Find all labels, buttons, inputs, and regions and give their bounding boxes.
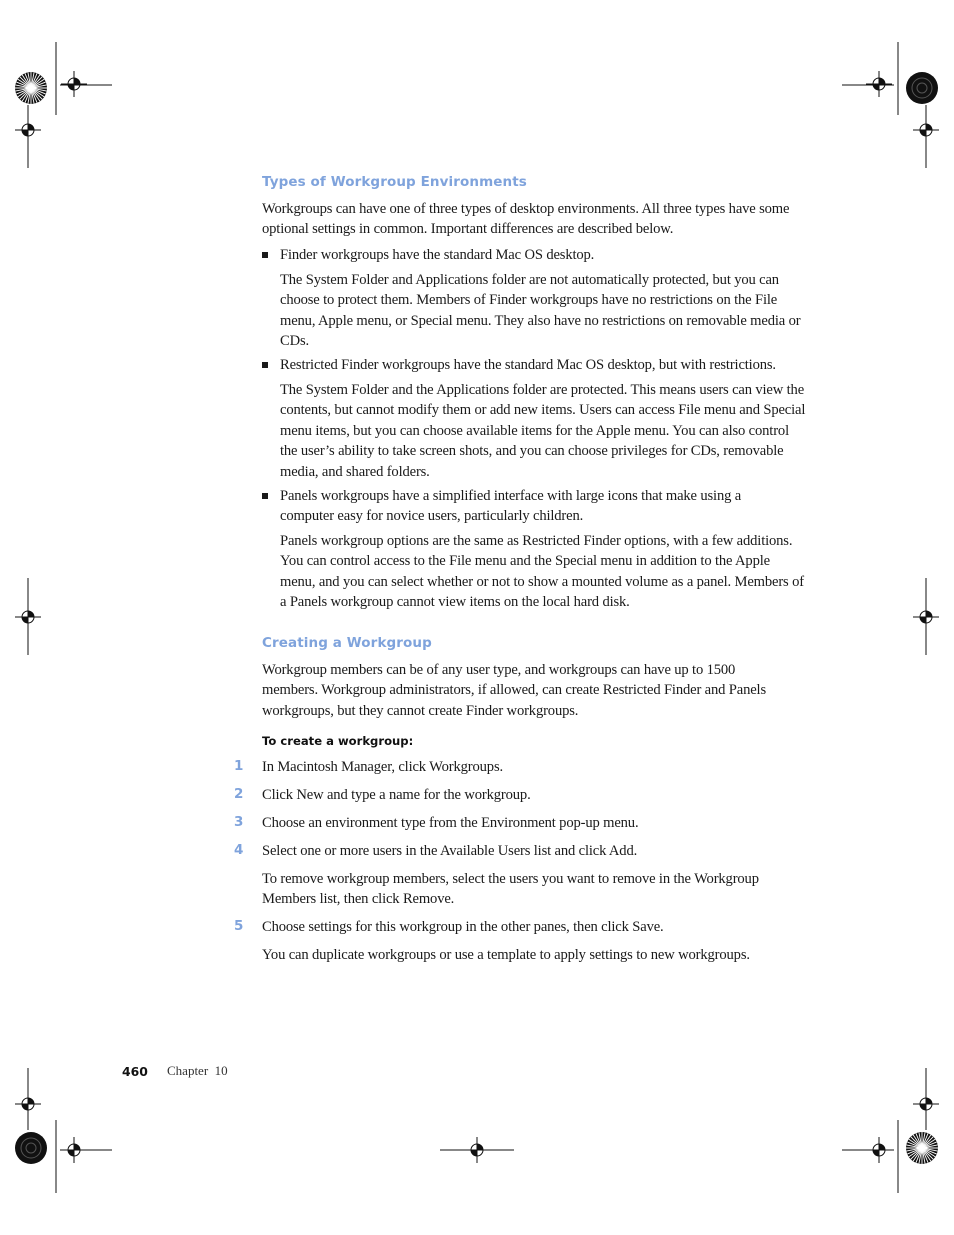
crosshair-icon (866, 1137, 892, 1163)
bullet-detail: The System Folder and Applications folder are not automatically protected, but you can choose to protect them. Members of Finder workgroups have no restrictions on the File menu, Apple menu, or Special menu. They also have no restrictions on removable media or CDs. (280, 272, 801, 350)
bullet-square-icon (262, 493, 268, 499)
section-heading: Creating a Workgroup (262, 635, 432, 651)
registration-target-icon (906, 72, 938, 104)
step-text: Select one or more users in the Available Users list and click Add. (262, 843, 638, 859)
bullet-square-icon (262, 362, 268, 368)
registration-sunburst-icon (15, 72, 47, 104)
step-item (0, 785, 820, 806)
bullet-text: Finder workgroups have the standard Mac OS desktop. (280, 247, 595, 263)
step-note: To remove workgroup members, select the users you want to remove in the Workgroup Members list, then click Remove. (262, 871, 759, 908)
step-text: Choose settings for this workgroup in the other panes, then click Save. (262, 919, 664, 935)
crosshair-icon (15, 117, 41, 143)
step-text: Choose an environment type from the Environment pop-up menu. (262, 815, 639, 831)
crosshair-icon (61, 1137, 87, 1163)
bullet-item (262, 245, 807, 265)
crosshair-icon (464, 1137, 490, 1163)
step-number: 1 (234, 758, 244, 774)
crosshair-icon (15, 1091, 41, 1117)
step-number: 4 (234, 842, 244, 858)
step-item (0, 813, 820, 834)
crosshair-icon (913, 604, 939, 630)
registration-sunburst-icon (906, 1132, 938, 1164)
bullet-item (262, 355, 807, 375)
step-number: 3 (234, 814, 244, 830)
task-title: To create a workgroup: (262, 734, 414, 748)
bullet-text: Panels workgroups have a simplified interface with large icons that make using a computer easy for novice users, particularly children. (280, 488, 742, 525)
bullet-detail: The System Folder and the Applications folder are protected. This means users can view the contents, but cannot modify them or add new items. Users can access File menu and Special menu items, but you can choose available items for the Apple menu. You can also control the user’s ability to take screen shots, and you can choose privileges for CDs, removable media, and shared folders. (280, 382, 806, 480)
step-item (0, 841, 820, 862)
step-text: In Macintosh Manager, click Workgroups. (262, 759, 503, 775)
registration-target-icon (15, 1132, 47, 1164)
page-number: 460 (122, 1064, 148, 1079)
step-number: 2 (234, 786, 244, 802)
step-text: Click New and type a name for the workgroup. (262, 787, 531, 803)
step-number: 5 (234, 918, 244, 934)
bullet-item (262, 486, 807, 527)
crosshair-icon (913, 1091, 939, 1117)
section-heading: Types of Workgroup Environments (262, 174, 527, 190)
crosshair-icon (15, 604, 41, 630)
step-item (0, 917, 820, 938)
crosshair-icon (866, 71, 892, 97)
closing-paragraph: You can duplicate workgroups or use a template to apply settings to new workgroups. (262, 947, 750, 963)
bullet-detail: Panels workgroup options are the same as Restricted Finder options, with a few additions. You can control access to the File menu and the Special menu in addition to the Apple menu, and you can select whether or not to show a mounted volume as a panel. Members of a Panels workgroup cannot view items on the local hard disk. (280, 533, 804, 611)
step-item (0, 757, 820, 778)
bullet-text: Restricted Finder workgroups have the standard Mac OS desktop, but with restrictions. (280, 357, 776, 373)
chapter-label: Chapter 10 (167, 1063, 228, 1078)
crosshair-icon (913, 117, 939, 143)
section-intro: Workgroups can have one of three types of desktop environments. All three types have some optional settings in common. Important differences are described below. (262, 201, 790, 238)
crosshair-icon (61, 71, 87, 97)
bullet-square-icon (262, 252, 268, 258)
section-intro: Workgroup members can be of any user type, and workgroups can have up to 1500 members. Workgroup administrators, if allowed, can create Restricted Finder and Panels workgroups, but they cannot create Finder workgroups. (262, 662, 766, 719)
